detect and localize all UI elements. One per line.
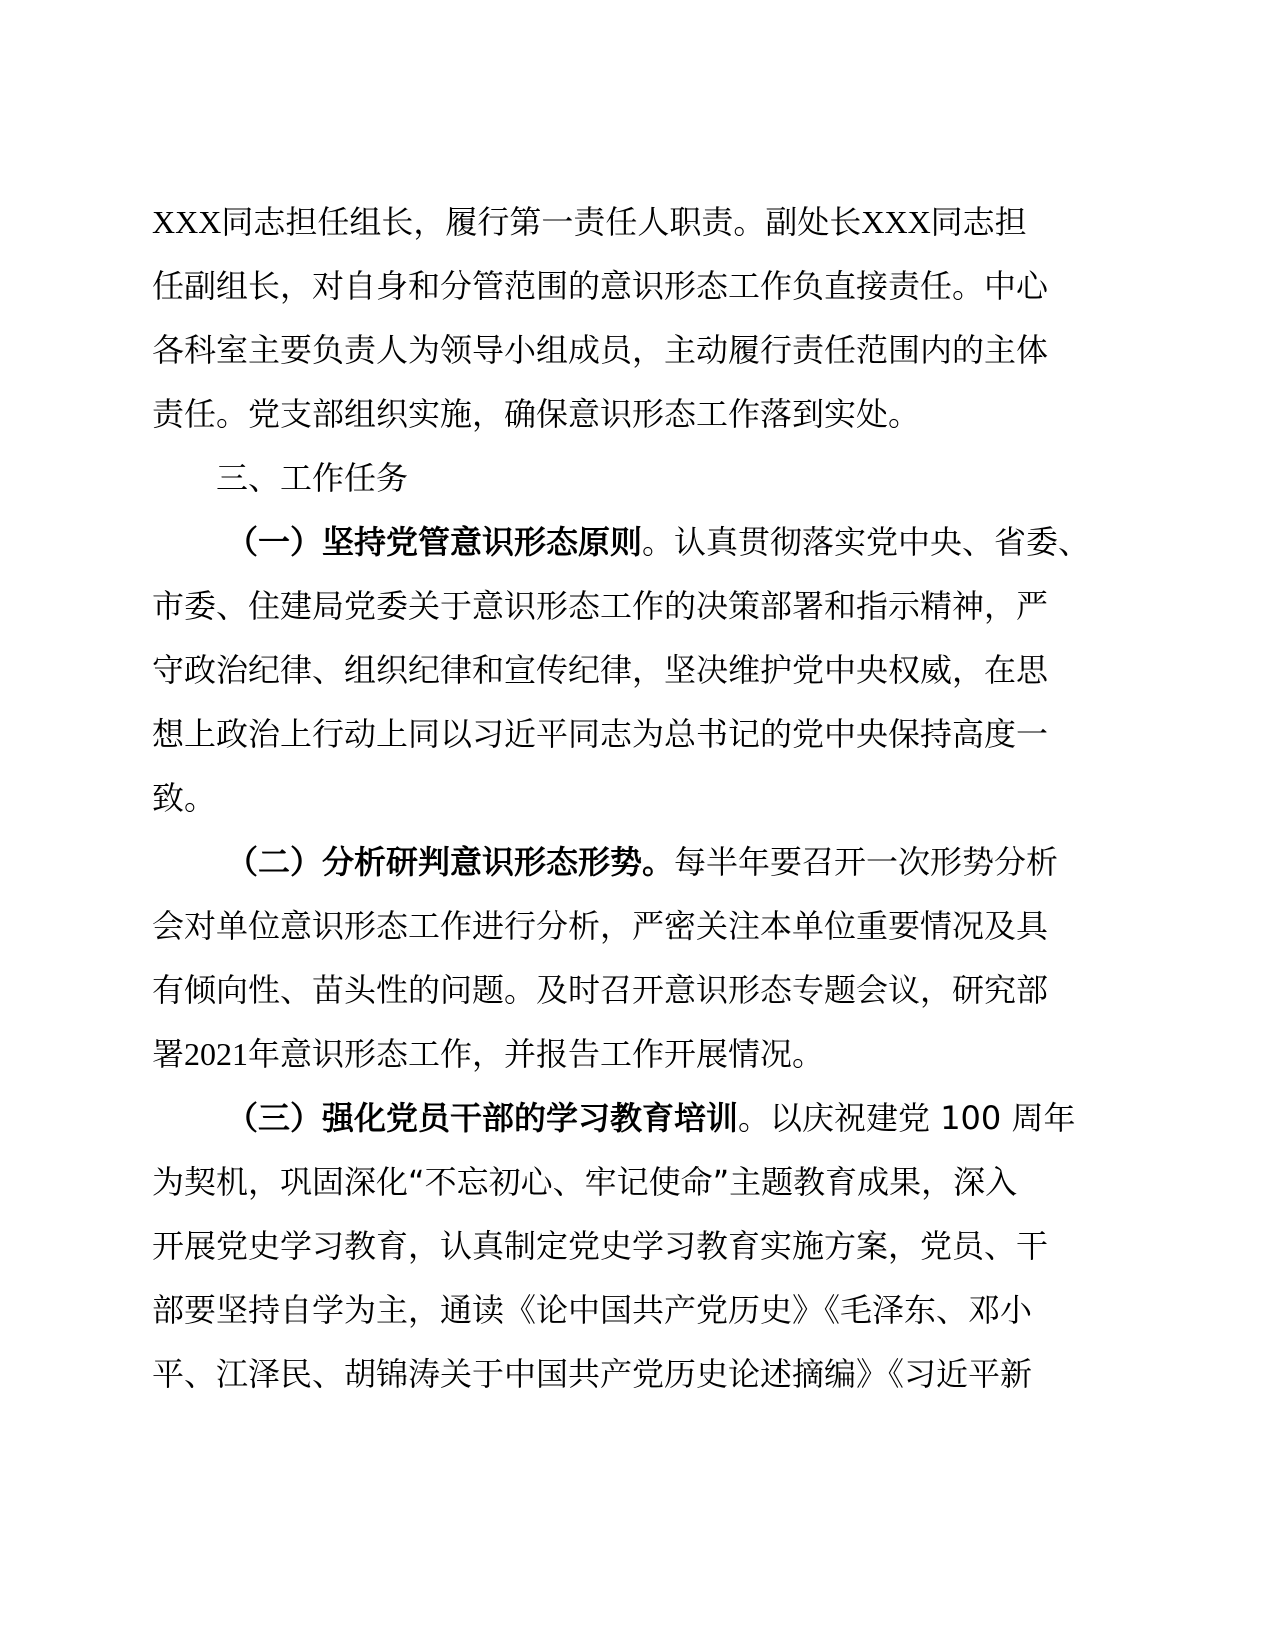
body-text: 。以庆祝建党 100 周年 (738, 1099, 1076, 1137)
body-text: 会对单位意识形态工作进行分析，严密关注本单位重要情况及具 (152, 907, 1049, 945)
body-text: 致。 (152, 779, 217, 817)
body-text: XXX (152, 204, 222, 240)
body-text: 开展党史学习教育，认真制定党史学习教育实施方案，党员、干 (152, 1227, 1049, 1265)
section-heading-text: （三）强化党员干部的学习教育培训 (226, 1099, 739, 1137)
document-line-l07 (152, 574, 1092, 638)
body-text: 有倾向性、苗头性的问题。及时召开意识形态专题会议，研究部 (152, 971, 1049, 1009)
body-text: 平、江泽民、胡锦涛关于中国共产党历史论述摘编》《习近平新 (152, 1355, 1033, 1393)
document-line-l18 (152, 1278, 1092, 1342)
body-text: 部要坚持自学为主，通读《论中国共产党历史》《毛泽东、邓小 (152, 1291, 1033, 1329)
body-text: 任副组长，对自身和分管范围的意识形态工作负直接责任。中心 (152, 267, 1049, 305)
body-text: 市委、住建局党委关于意识形态工作的决策部署和指示精神，严 (152, 587, 1049, 625)
body-text: 同志担任组长，履行第一责任人职责。副处长 (221, 203, 862, 241)
document-line-l14 (152, 1022, 1092, 1086)
body-text: 三、工作任务 (216, 459, 409, 497)
document-line-l11 (152, 830, 1092, 894)
body-text: 为契机，巩固深化“不忘初心、牢记使命”主题教育成果，深入 (152, 1163, 1018, 1201)
document-line-l09 (152, 702, 1092, 766)
document-line-l03 (152, 318, 1092, 382)
document-line-l16 (152, 1150, 1092, 1214)
document-line-l02 (152, 254, 1092, 318)
document-line-l17 (152, 1214, 1092, 1278)
body-text: 想上政治上行动上同以习近平同志为总书记的党中央保持高度一 (152, 715, 1049, 753)
document-body (152, 190, 1092, 1406)
body-text: 每半年要召开一次形势分析 (674, 843, 1059, 881)
section-heading-text: （二）分析研判意识形态形势。 (226, 843, 675, 881)
document-line-l19 (152, 1342, 1092, 1406)
document-line-l15 (152, 1086, 1092, 1150)
body-text: 守政治纪律、组织纪律和宣传纪律，坚决维护党中央权威，在思 (152, 651, 1049, 689)
document-line-l12 (152, 894, 1092, 958)
document-line-l10 (152, 766, 1092, 830)
document-line-l04 (152, 382, 1092, 446)
body-text: 。认真贯彻落实党中央、省委、 (642, 523, 1091, 561)
document-line-l05 (152, 446, 1092, 510)
document-line-l06 (152, 510, 1092, 574)
document-line-l13 (152, 958, 1092, 1022)
document-line-l01 (152, 190, 1092, 254)
body-text: 同志担 (930, 203, 1027, 241)
section-heading-text: （一）坚持党管意识形态原则 (226, 523, 643, 561)
document-line-l08 (152, 638, 1092, 702)
body-text: 署 (152, 1035, 185, 1073)
body-text: XXX (861, 204, 931, 240)
body-text: 年意识形态工作，并报告工作开展情况。 (248, 1035, 825, 1073)
body-text: 各科室主要负责人为领导小组成员，主动履行责任范围内的主体 (152, 331, 1049, 369)
body-text: 2021 (184, 1036, 249, 1072)
body-text: 责任。党支部组织实施，确保意识形态工作落到实处。 (152, 395, 921, 433)
